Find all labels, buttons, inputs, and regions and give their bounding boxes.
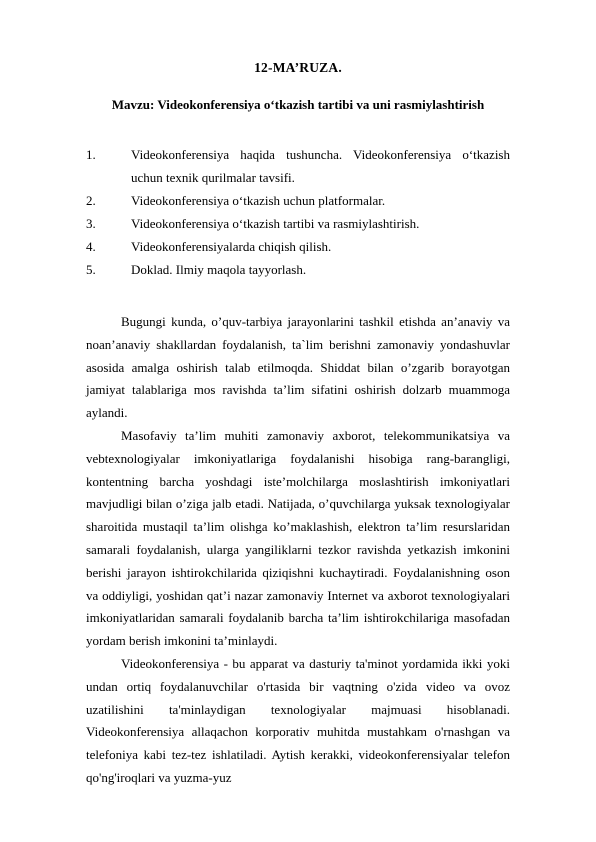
plan-item-text: Videokonferensiyalarda chiqish qilish. (131, 239, 332, 254)
plan-item-number: 4. (86, 239, 96, 254)
plan-item-number: 2. (86, 193, 96, 208)
plan-item (86, 189, 510, 212)
plan-item-text: Videokonferensiya o‘tkazish uchun platformalar. (131, 193, 386, 208)
plan-item (86, 258, 510, 281)
lecture-title: 12-MA’RUZA. (254, 60, 342, 75)
body-paragraph: Masofaviy ta’lim muhiti zamonaviy axborot, telekommunikatsiya va vebtexnologiyalar imkoniyatlariga foydalanishi hisobiga rang-barangligi, kontentning barcha yoshdagi iste’molchilarga moslashtirish imkoniyatlari mavjudligi bilan o’ziga jalb etadi. Natijada, o’quvchilarga yuksak texnologiyalar sharoitida mustaqil ta’lim olishga ko’maklashish, elektron ta’lim resurslaridan samarali foydalanish, ularga yangiliklarni tezkor ravishda yetkazish imkonini berishi jarayon ishtirokchilarida qiziqishni kuchaytiradi. Foydalanishning oson va oddiyligi, yoshidan qat’i nazar zamonaviy Internet va axborot texnologiyalari imkoniyatlaridan samarali foydalanib barcha ta’lim ishtirokchilariga masofadan yordam berish imkonini ta’minlaydi. (86, 427, 510, 649)
lecture-topic: Mavzu: Videokonferensiya o‘tkazish tartibi va uni rasmiylashtirish (111, 97, 485, 112)
plan-item-number: 1. (86, 147, 96, 162)
plan-item-text: Videokonferensiya haqida tushuncha. Videokonferensiya o‘tkazish uchun texnik qurilmalar tavsifi. (131, 147, 510, 185)
body-paragraph: Bugungi kunda, o’quv-tarbiya jarayonlarini tashkil etishda an’anaviy va noan’anaviy shakllardan foydalanish, ta`lim berishni zamonaviy yondashuvlar asosida amalga oshirish talab etilmoqda. Shiddat bilan o’zgarib borayotgan jamiyat talablariga mos ravishda ta’lim sifatini oshirish dolzarb muammoga aylandi. (86, 314, 510, 421)
body-paragraph: Videokonferensiya - bu apparat va dasturiy ta'minot yordamida ikki yoki undan ortiq foydalanuvchilar o'rtasida bir vaqtning o'zida video va ovoz uzatilishini ta'minlaydigan texnologiyalar majmuasi hisoblanadi. Videokonferensiya allaqachon korporativ muhitda mustahkam o'rnashgan va telefoniya kabi tez-tez ishlatiladi. Aytish kerakki, videokonferensiyalar telefon qo'ng'iroqlari va yuzma-yuz (86, 655, 510, 785)
plan-item (86, 235, 510, 258)
lecture-plan-list (86, 143, 510, 281)
plan-item-number: 3. (86, 216, 96, 231)
plan-item-text: Doklad. Ilmiy maqola tayyorlash. (131, 262, 307, 277)
plan-item (86, 143, 510, 189)
lecture-body (86, 311, 510, 790)
plan-item-number: 5. (86, 262, 96, 277)
plan-item (86, 212, 510, 235)
plan-item-text: Videokonferensiya o‘tkazish tartibi va rasmiylashtirish. (131, 216, 420, 231)
